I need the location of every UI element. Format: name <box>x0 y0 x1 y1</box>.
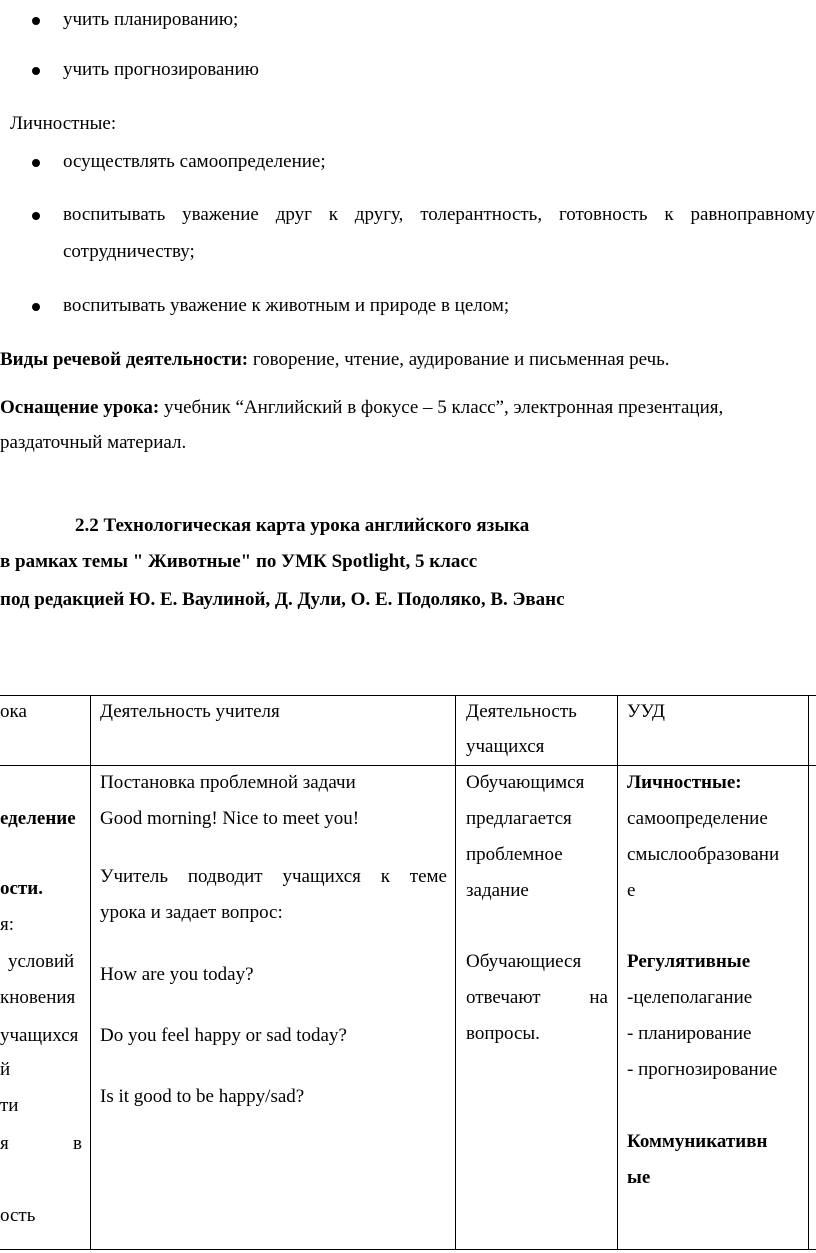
bullet-text-continued: сотрудничеству; <box>63 241 195 262</box>
uud-item: -целеполагание <box>627 987 753 1008</box>
stage-fragment: ости. <box>0 878 43 899</box>
teacher-text: How are you today? <box>100 964 254 985</box>
uud-item: смыслообразовани <box>627 844 780 865</box>
stage-fragment: еделение <box>0 808 76 829</box>
table-border-bottom <box>0 1249 816 1250</box>
bullet-icon <box>32 303 40 311</box>
stage-fragment: условий <box>8 951 75 972</box>
teacher-text: Is it good to be happy/sad? <box>100 1086 305 1107</box>
equipment-text-line2: раздаточный материал. <box>0 432 187 453</box>
bullet-text: учить прогнозированию <box>63 59 259 80</box>
word: теме <box>409 866 447 887</box>
word: другу, <box>354 204 404 225</box>
bullet-icon <box>32 67 40 75</box>
word: толерантность, <box>420 204 543 225</box>
word: подводит <box>187 866 263 887</box>
bullet-text: осуществлять самоопределение; <box>63 151 326 172</box>
students-text: вопросы. <box>466 1023 540 1044</box>
speech-text: говорение, чтение, аудирование и письменная речь. <box>248 349 670 370</box>
students-text: предлагается <box>466 808 572 829</box>
word: к <box>380 866 390 887</box>
uud-communicative-label-line2: ые <box>627 1167 651 1188</box>
students-text-justified <box>466 987 608 1009</box>
uud-item: е <box>627 880 636 901</box>
teacher-text: урока и задает вопрос: <box>100 902 283 923</box>
speech-label: Виды речевой деятельности: <box>0 349 249 370</box>
word: равноправному <box>690 204 815 225</box>
speech-line <box>0 349 670 371</box>
students-text: проблемное <box>466 844 563 865</box>
stage-fragment: кновения <box>0 987 76 1008</box>
header-students-line2: учащихся <box>466 736 545 757</box>
word: на <box>589 987 608 1008</box>
header-students: Деятельность <box>466 701 577 722</box>
students-text: задание <box>466 880 529 901</box>
section-editors: под редакцией Ю. Е. Ваулиной, Д. Дули, О. Е. Подоляко, В. Эванс <box>0 589 565 610</box>
equipment-label: Оснащение урока: <box>0 397 160 418</box>
equipment-text: учебник “Английский в фокусе – 5 класс”, электронная презентация, <box>159 397 724 418</box>
bullet-text: учить планированию; <box>63 9 239 30</box>
equipment-line <box>0 397 723 419</box>
bullet-icon <box>32 212 40 220</box>
section-title: 2.2 Технологическая карта урока английского языка <box>75 515 530 536</box>
stage-fragment: й <box>0 1059 11 1080</box>
stage-fragment: ти <box>0 1095 19 1116</box>
stage-fragment: я: <box>0 914 15 935</box>
word: готовность <box>558 204 648 225</box>
lesson-table <box>0 695 816 1250</box>
word: друг <box>275 204 312 225</box>
stage-fragment: я <box>0 1133 9 1154</box>
stage-fragment: учащихся <box>0 1025 79 1046</box>
students-text: Обучающимся <box>466 772 585 793</box>
table-col-divider <box>808 695 809 1250</box>
table-border-top <box>0 695 816 696</box>
bullet-icon <box>32 159 40 167</box>
teacher-text-justified <box>100 866 447 888</box>
bullet-icon <box>32 17 40 25</box>
teacher-text: Good morning! Nice to meet you! <box>100 808 360 829</box>
teacher-text: Do you feel happy or sad today? <box>100 1025 347 1046</box>
stage-fragment: в <box>73 1133 82 1154</box>
word: отвечают <box>466 987 541 1008</box>
bullet-text: воспитывать уважение к животным и природе в целом; <box>63 295 510 316</box>
table-row-divider <box>0 765 816 766</box>
word: учащихся <box>282 866 361 887</box>
section-subtitle: в рамках темы " Животные" по УМК Spotlight, 5 класс <box>0 551 478 572</box>
bullet-text-justified <box>63 204 815 226</box>
header-teacher: Деятельность учителя <box>100 701 280 722</box>
uud-item: - планирование <box>627 1023 752 1044</box>
personal-heading: Личностные: <box>10 113 117 134</box>
header-stage: ока <box>0 701 27 722</box>
word: к <box>664 204 674 225</box>
word: к <box>328 204 338 225</box>
word: воспитывать <box>63 204 166 225</box>
uud-personal-label: Личностные: <box>627 772 742 793</box>
word: уважение <box>182 204 259 225</box>
table-col-divider <box>90 695 91 1250</box>
uud-item: самоопределение <box>627 808 768 829</box>
uud-regulatory-label: Регулятивные <box>627 951 751 972</box>
word: Учитель <box>100 866 169 887</box>
table-col-divider <box>455 695 456 1250</box>
teacher-text: Постановка проблемной задачи <box>100 772 356 793</box>
header-uud: УУД <box>627 701 665 722</box>
uud-communicative-label: Коммуникативн <box>627 1131 768 1152</box>
stage-fragment: ость <box>0 1205 36 1226</box>
uud-item: - прогнозирование <box>627 1059 778 1080</box>
table-col-divider <box>617 695 618 1250</box>
students-text: Обучающиеся <box>466 951 582 972</box>
